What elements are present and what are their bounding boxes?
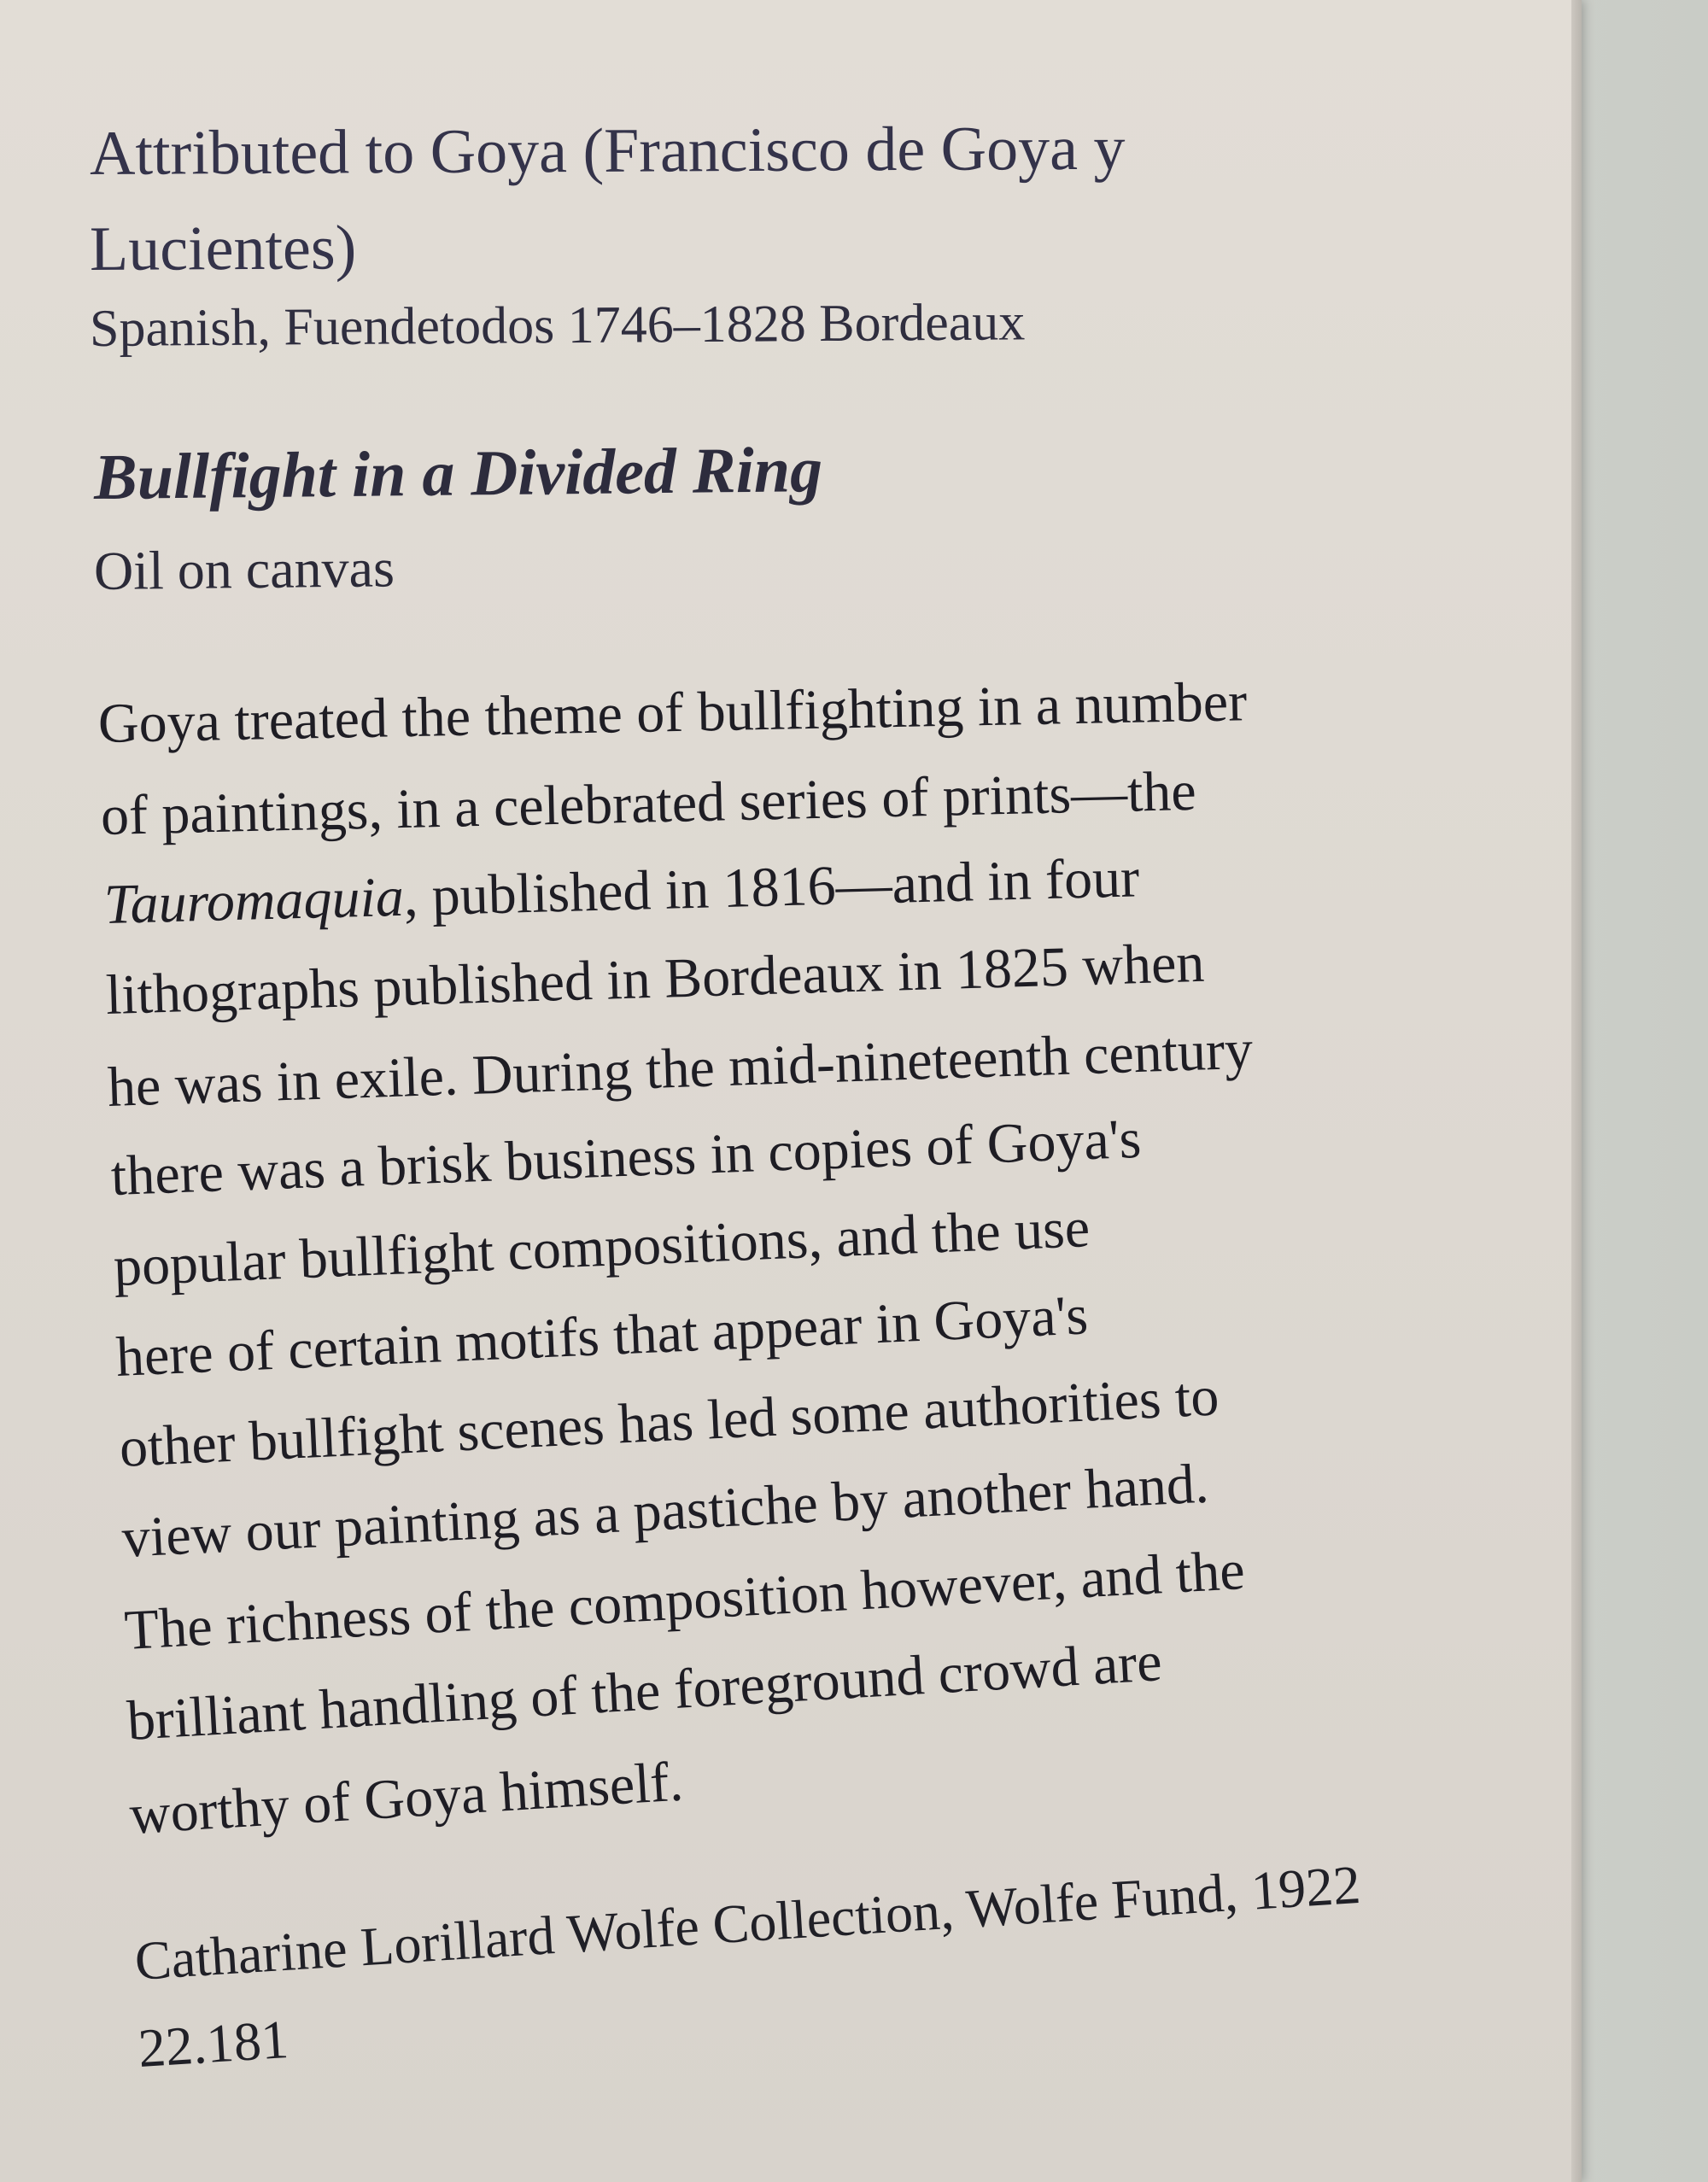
artist-nationality-dates: Spanish, Fuendetodos 1746–1828 Bordeaux bbox=[89, 293, 1026, 358]
accession-number: 22.181 bbox=[136, 2009, 290, 2079]
description-line-8: here of certain motifs that appear in Goya's bbox=[114, 1284, 1090, 1389]
description-line-10: view our painting as a pastiche by another hand. bbox=[120, 1452, 1210, 1570]
artist-line-2: Lucientes) bbox=[89, 213, 357, 284]
description-line-7: popular bullfight compositions, and the use bbox=[112, 1196, 1091, 1298]
description-line-5: he was in exile. During the mid-nineteenth century bbox=[106, 1018, 1255, 1119]
description-line-3 bbox=[103, 845, 1140, 938]
description-line-12: brilliant handling of the foreground crowd are bbox=[125, 1630, 1164, 1752]
description-line-1: Goya treated the theme of bullfighting in a number bbox=[97, 670, 1248, 755]
description-line-2: of paintings, in a celebrated series of prints—the bbox=[100, 759, 1197, 847]
description-line-13: worthy of Goya himself. bbox=[127, 1750, 685, 1846]
artist-line-1: Attributed to Goya (Francisco de Goya y bbox=[89, 113, 1126, 189]
artwork-title: Bullfight in a Divided Ring bbox=[93, 434, 823, 513]
artwork-medium: Oil on canvas bbox=[93, 537, 395, 601]
description-line-9: other bullfight scenes has led some authorities to bbox=[118, 1365, 1220, 1479]
description-line-6: there was a brisk business in copies of Goya's bbox=[109, 1107, 1143, 1208]
credit-line: Catharine Lorillard Wolfe Collection, Wolfe Fund, 1922 bbox=[132, 1853, 1363, 1992]
description-line-11: The richness of the composition however, and the bbox=[122, 1539, 1247, 1662]
description-line-3-rest: , published in 1816—and in four bbox=[402, 846, 1140, 928]
description-italic-title: Tauromaquia bbox=[103, 865, 405, 936]
description-line-4: lithographs published in Bordeaux in 1825 when bbox=[104, 931, 1206, 1027]
